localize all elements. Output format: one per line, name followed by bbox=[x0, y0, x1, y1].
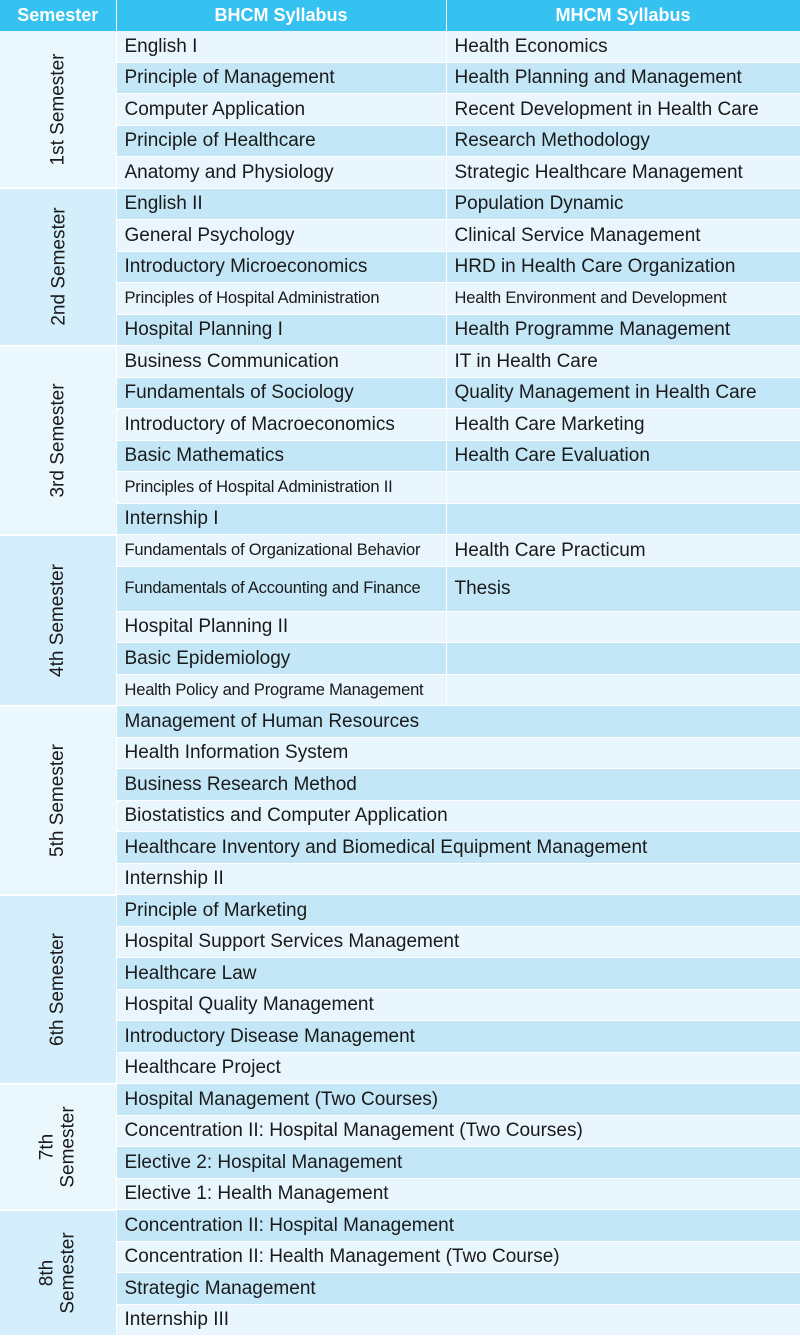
bhcm-course: Management of Human Resources bbox=[116, 706, 800, 738]
bhcm-course: Principle of Healthcare bbox=[116, 125, 446, 157]
table-row bbox=[0, 958, 800, 990]
table-row bbox=[0, 1147, 800, 1179]
table-row bbox=[0, 1115, 800, 1147]
mhcm-course bbox=[446, 472, 800, 504]
table-row bbox=[0, 1241, 800, 1273]
table-row bbox=[0, 989, 800, 1021]
table-row bbox=[0, 1210, 800, 1242]
mhcm-course: Health Economics bbox=[446, 31, 800, 62]
table-row bbox=[0, 409, 800, 441]
semester-7-label-line1: 7th bbox=[36, 1133, 58, 1160]
bhcm-course: Business Communication bbox=[116, 346, 446, 378]
bhcm-course: Computer Application bbox=[116, 94, 446, 126]
bhcm-course: Basic Epidemiology bbox=[116, 643, 446, 675]
bhcm-course: Internship I bbox=[116, 503, 446, 535]
table-row bbox=[0, 251, 800, 283]
mhcm-course: Health Programme Management bbox=[446, 314, 800, 346]
bhcm-course: Hospital Management (Two Courses) bbox=[116, 1084, 800, 1116]
semester-8-label-line1: 8th bbox=[36, 1259, 58, 1286]
table-row bbox=[0, 503, 800, 535]
mhcm-course bbox=[446, 611, 800, 643]
table-row bbox=[0, 377, 800, 409]
bhcm-course: Healthcare Law bbox=[116, 958, 800, 990]
bhcm-course: Strategic Management bbox=[116, 1273, 800, 1305]
bhcm-course: English I bbox=[116, 31, 446, 62]
header-row bbox=[0, 0, 800, 31]
mhcm-course: Population Dynamic bbox=[446, 188, 800, 220]
bhcm-course: English II bbox=[116, 188, 446, 220]
table-row bbox=[0, 157, 800, 189]
semester-7-label-line2: Semester bbox=[57, 1105, 79, 1188]
semester-8-cell bbox=[0, 1210, 116, 1336]
table-row bbox=[0, 611, 800, 643]
table-row bbox=[0, 1304, 800, 1336]
bhcm-course: Introductory of Macroeconomics bbox=[116, 409, 446, 441]
mhcm-course: Quality Management in Health Care bbox=[446, 377, 800, 409]
semester-8-label bbox=[37, 1232, 79, 1313]
bhcm-course: Introductory Microeconomics bbox=[116, 251, 446, 283]
semester-7-label bbox=[37, 1106, 79, 1187]
bhcm-course: Health Policy and Programe Management bbox=[116, 674, 446, 706]
semester-5-cell bbox=[0, 706, 116, 895]
mhcm-course bbox=[446, 674, 800, 706]
header-semester: Semester bbox=[0, 0, 116, 31]
table-row bbox=[0, 1021, 800, 1053]
mhcm-course: Health Care Evaluation bbox=[446, 440, 800, 472]
bhcm-course: Elective 1: Health Management bbox=[116, 1178, 800, 1210]
table-row bbox=[0, 1178, 800, 1210]
bhcm-course: Introductory Disease Management bbox=[116, 1021, 800, 1053]
table-row bbox=[0, 440, 800, 472]
bhcm-course: Hospital Planning II bbox=[116, 611, 446, 643]
bhcm-course: Internship II bbox=[116, 863, 800, 895]
bhcm-course: Concentration II: Hospital Management (Two Courses) bbox=[116, 1115, 800, 1147]
bhcm-course: Healthcare Inventory and Biomedical Equipment Management bbox=[116, 832, 800, 864]
table-row bbox=[0, 283, 800, 315]
bhcm-course: Concentration II: Health Management (Two Course) bbox=[116, 1241, 800, 1273]
mhcm-course: Health Planning and Management bbox=[446, 62, 800, 94]
table-row bbox=[0, 1273, 800, 1305]
mhcm-course: Health Environment and Development bbox=[446, 283, 800, 315]
table-row bbox=[0, 188, 800, 220]
mhcm-course: Thesis bbox=[446, 566, 800, 611]
table-row bbox=[0, 346, 800, 378]
table-row bbox=[0, 314, 800, 346]
bhcm-course: Hospital Quality Management bbox=[116, 989, 800, 1021]
table-row bbox=[0, 31, 800, 62]
table-row bbox=[0, 535, 800, 567]
header-mhcm: MHCM Syllabus bbox=[446, 0, 800, 31]
bhcm-course: Healthcare Project bbox=[116, 1052, 800, 1084]
semester-7-cell bbox=[0, 1084, 116, 1210]
table-row bbox=[0, 643, 800, 675]
semester-3-cell bbox=[0, 346, 116, 535]
bhcm-course: Principles of Hospital Administration II bbox=[116, 472, 446, 504]
table-row bbox=[0, 566, 800, 611]
bhcm-course: Elective 2: Hospital Management bbox=[116, 1147, 800, 1179]
bhcm-course: Anatomy and Physiology bbox=[116, 157, 446, 189]
mhcm-course: Health Care Practicum bbox=[446, 535, 800, 567]
table-row bbox=[0, 94, 800, 126]
mhcm-course: IT in Health Care bbox=[446, 346, 800, 378]
table-row bbox=[0, 674, 800, 706]
table-row bbox=[0, 220, 800, 252]
bhcm-course: Hospital Support Services Management bbox=[116, 926, 800, 958]
semester-6-cell bbox=[0, 895, 116, 1084]
bhcm-course: General Psychology bbox=[116, 220, 446, 252]
mhcm-course: HRD in Health Care Organization bbox=[446, 251, 800, 283]
bhcm-course: Principle of Marketing bbox=[116, 895, 800, 927]
mhcm-course: Research Methodology bbox=[446, 125, 800, 157]
bhcm-course: Fundamentals of Organizational Behavior bbox=[116, 535, 446, 567]
bhcm-course: Biostatistics and Computer Application bbox=[116, 800, 800, 832]
semester-2-cell bbox=[0, 188, 116, 346]
table-row bbox=[0, 62, 800, 94]
table-row bbox=[0, 737, 800, 769]
table-row bbox=[0, 125, 800, 157]
semester-8-label-line2: Semester bbox=[57, 1231, 79, 1314]
bhcm-course: Principle of Management bbox=[116, 62, 446, 94]
table-row bbox=[0, 832, 800, 864]
header-bhcm: BHCM Syllabus bbox=[116, 0, 446, 31]
table-row bbox=[0, 863, 800, 895]
bhcm-course: Fundamentals of Accounting and Finance bbox=[116, 566, 446, 611]
semester-2-label: 2nd Semester bbox=[48, 207, 70, 326]
semester-4-cell bbox=[0, 535, 116, 706]
mhcm-course: Clinical Service Management bbox=[446, 220, 800, 252]
table-row bbox=[0, 1084, 800, 1116]
mhcm-course bbox=[446, 503, 800, 535]
bhcm-course: Hospital Planning I bbox=[116, 314, 446, 346]
table-row bbox=[0, 895, 800, 927]
table-row bbox=[0, 706, 800, 738]
semester-1-label: 1st Semester bbox=[47, 53, 69, 165]
mhcm-course bbox=[446, 643, 800, 675]
bhcm-course: Internship III bbox=[116, 1304, 800, 1336]
table-row bbox=[0, 926, 800, 958]
table-row bbox=[0, 769, 800, 801]
semester-1-cell bbox=[0, 31, 116, 188]
mhcm-course: Health Care Marketing bbox=[446, 409, 800, 441]
table-row bbox=[0, 472, 800, 504]
mhcm-course: Strategic Healthcare Management bbox=[446, 157, 800, 189]
bhcm-course: Health Information System bbox=[116, 737, 800, 769]
bhcm-course: Fundamentals of Sociology bbox=[116, 377, 446, 409]
semester-5-label: 5th Semester bbox=[47, 743, 69, 857]
bhcm-course: Concentration II: Hospital Management bbox=[116, 1210, 800, 1242]
bhcm-course: Basic Mathematics bbox=[116, 440, 446, 472]
semester-6-label: 6th Semester bbox=[47, 932, 69, 1046]
bhcm-course: Business Research Method bbox=[116, 769, 800, 801]
table-row bbox=[0, 1052, 800, 1084]
semester-3-label: 3rd Semester bbox=[47, 382, 69, 498]
mhcm-course: Recent Development in Health Care bbox=[446, 94, 800, 126]
semester-4-label: 4th Semester bbox=[47, 563, 69, 677]
table-row bbox=[0, 800, 800, 832]
bhcm-course: Principles of Hospital Administration bbox=[116, 283, 446, 315]
